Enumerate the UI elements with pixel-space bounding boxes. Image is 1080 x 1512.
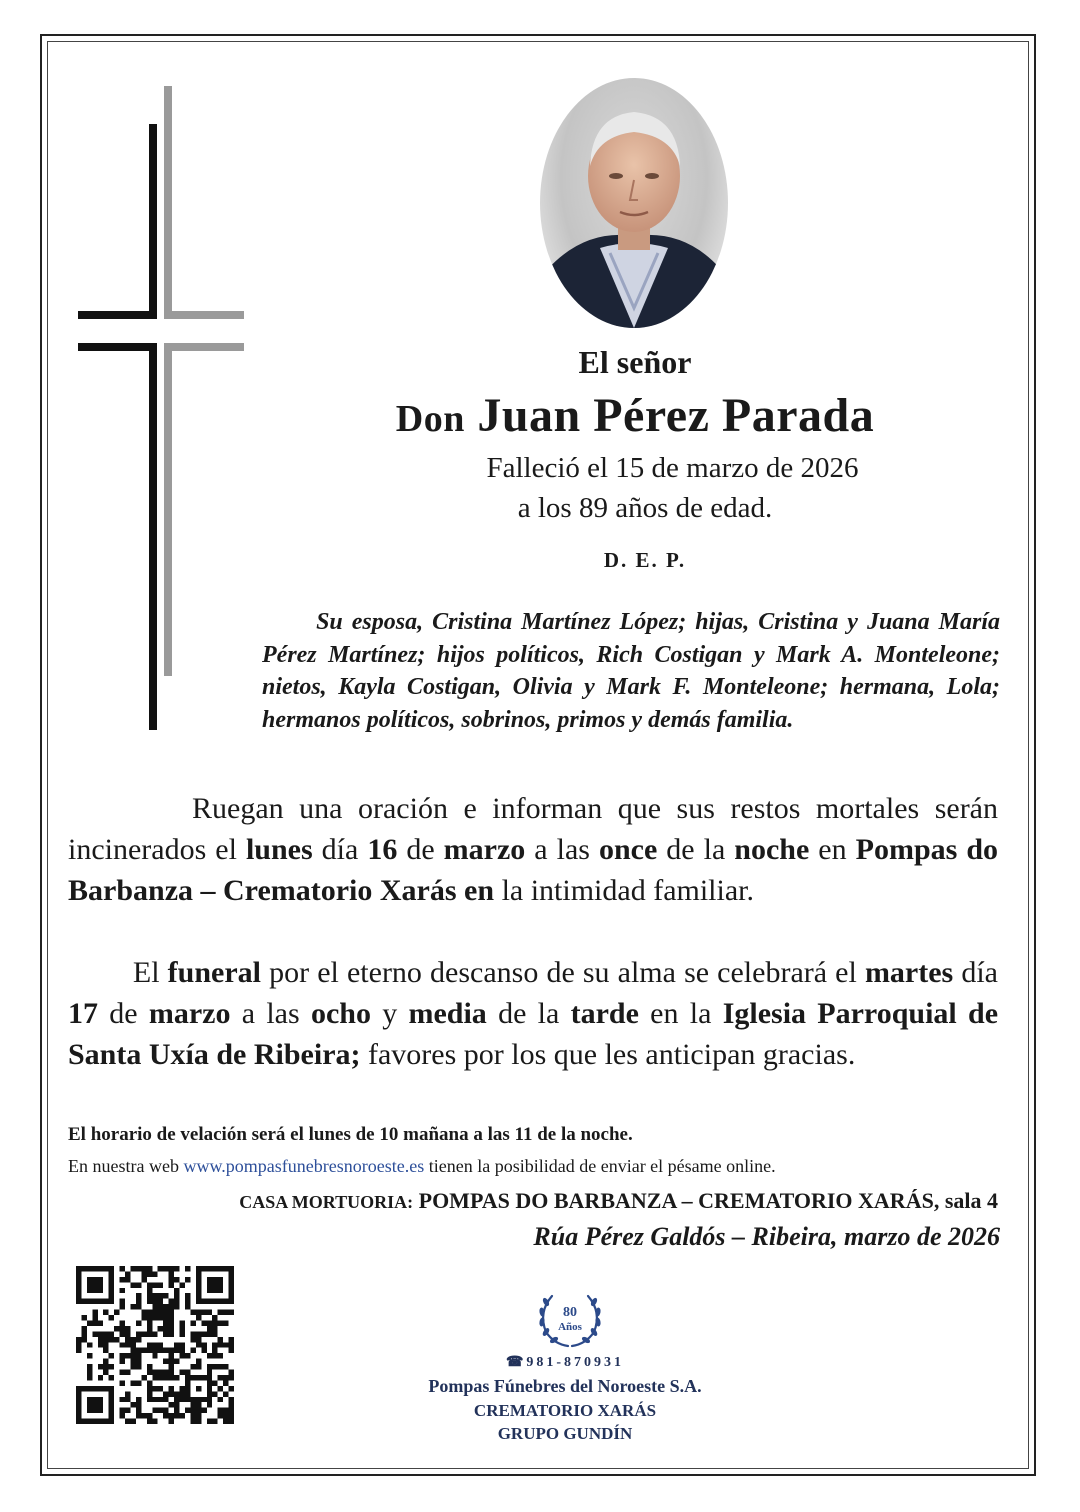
anniversary-badge-icon [532,1288,608,1352]
company-name: Pompas Fúnebres del Noroeste S.A. [428,1376,702,1396]
company-line3: GRUPO GUNDÍN [497,1424,633,1443]
emphasis-text: media [408,997,487,1030]
place-date: Rúa Pérez Galdós – Ribeira, marzo de 2026 [533,1222,1000,1251]
body-text: en [809,833,856,866]
death-date: Falleció el 15 de marzo de 2026 [486,452,859,484]
family-indent [262,609,316,635]
condolences-line [68,1156,998,1177]
body-text: la intimidad familiar. [494,874,754,907]
paragraph-indent [68,956,133,989]
body-text: de [397,833,444,866]
emphasis-text: tarde [570,997,639,1030]
family-paragraph [262,606,1000,736]
body-text: a las [525,833,599,866]
family-text: Su esposa, Cristina Martínez López; hijas, Cristina y Juana María Pérez Martínez; hijos políticos, Rich Costigan y Mark A. Monteleone; nietos, Kayla Costigan, Olivia y Mark F. Monteleone; hermana, Lola; hermanos políticos, sobrinos, primos y demás familia. [262,609,1001,733]
website-link[interactable]: www.pompasfunebresnoroeste.es [183,1156,425,1176]
body-text: en la [638,997,723,1030]
body-text: y [370,997,409,1030]
web-after: tienen la posibilidad de enviar el pésame online. [424,1156,776,1176]
emphasis-text: Iglesia Parroquial de Santa Uxía de Ribeira; [68,997,999,1071]
funeral-paragraph [68,952,998,1075]
emphasis-text: 17 [68,997,98,1030]
emphasis-text: lunes [245,833,313,866]
portrait-photo [540,78,728,328]
emphasis-text: once [598,833,658,866]
phone-icon: ☎ [505,1355,527,1370]
wake-schedule: El horario de velación será el lunes de 10 mañana a las 11 de la noche. [68,1124,633,1145]
body-text: por el eterno descanso de su alma se celebrará el [261,956,865,989]
badge-word: Años [558,1321,582,1333]
badge-number: 80 [563,1305,577,1320]
emphasis-text: marzo [148,997,231,1030]
emphasis-text: Pompas do Barbanza – Crematorio Xarás en [68,833,999,907]
company-line2: CREMATORIO XARÁS [473,1401,657,1420]
funeral-home-value: POMPAS DO BARBANZA – CREMATORIO XARÁS, sala 4 [418,1188,998,1213]
body-text: a las [230,997,311,1030]
body-text: de la [657,833,735,866]
funeral-home-line [68,1188,998,1214]
body-text: El [132,956,168,989]
web-before: En nuestra web [68,1156,184,1176]
body-text: favores por los que les anticipan gracias. [360,1038,856,1071]
body-text: Ruegan una oración e informan que sus restos mortales serán incinerados el [68,792,999,866]
title-prefix: El señor [578,344,692,380]
rip-text: D. E. P. [603,548,687,572]
body-text: día [312,833,368,866]
body-text: de la [486,997,571,1030]
funeral-home-label: CASA MORTUORIA: [239,1192,414,1212]
company-phone [400,1354,730,1371]
inner-border [47,41,1029,1469]
age-text: a los 89 años de edad. [517,492,773,524]
paragraph-indent [68,792,192,825]
honorific: Don [395,398,465,440]
emphasis-text: marzo [443,833,526,866]
body-text: día [953,956,998,989]
emphasis-text: martes [864,956,954,989]
emphasis-text: ocho [310,997,371,1030]
emphasis-text: noche [734,833,810,866]
emphasis-text: 16 [367,833,398,866]
deceased-name [300,388,970,443]
phone-number: 981-870931 [526,1355,625,1370]
emphasis-text: funeral [167,956,261,989]
qr-code-icon[interactable] [76,1266,234,1424]
body-text: de [98,997,149,1030]
cremation-paragraph [68,788,998,911]
name-text: Juan Pérez Parada [477,389,875,442]
